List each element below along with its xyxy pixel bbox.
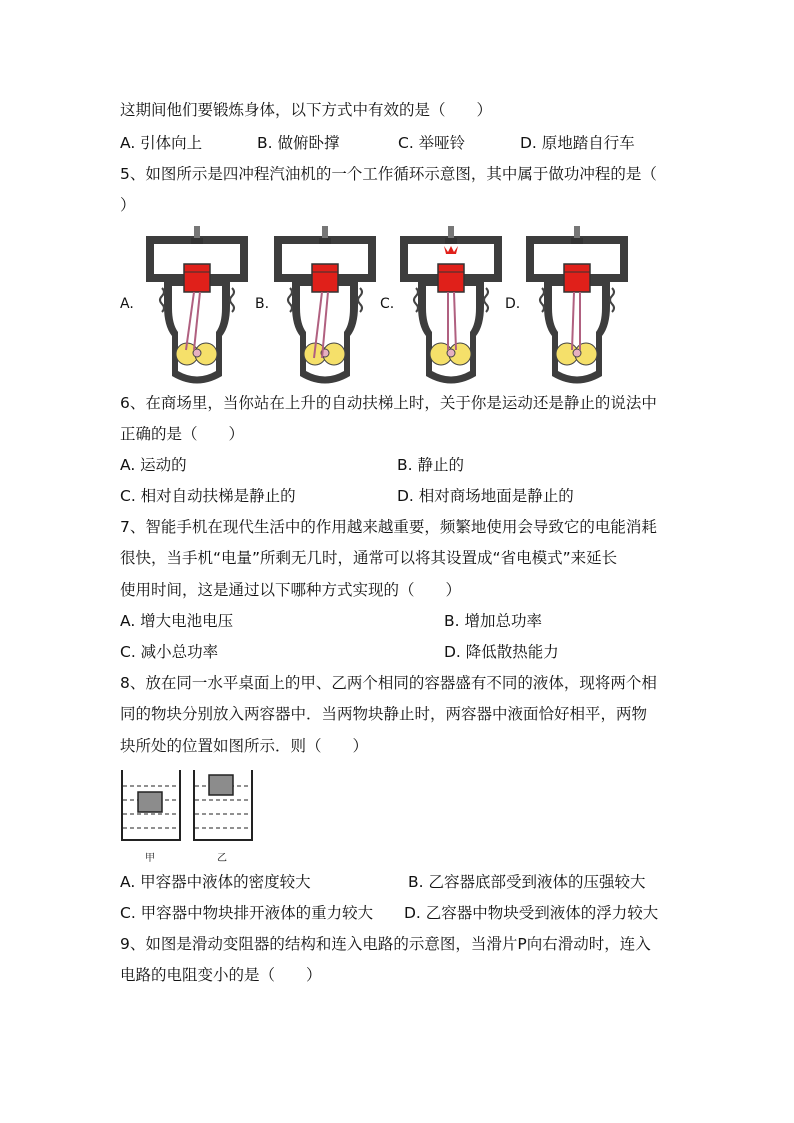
q7-stem-line2: 很快，当手机“电量”所剩无几时，通常可以将其设置成“省电模式”来延长 [120,549,618,567]
intro-text: 这期间他们要锻炼身体，以下方式中有效的是（ ） [120,101,493,119]
q7-option-c: C. 减小总功率 [120,643,219,661]
q6-stem-line1: 6、在商场里，当你站在上升的自动扶梯上时，关于你是运动还是静止的说法中 [120,394,657,412]
q8-stem-line1: 8、放在同一水平桌面上的甲、乙两个相同的容器盛有不同的液体，现将两个相 [120,674,657,692]
q6-option-d: D. 相对商场地面是静止的 [397,487,574,505]
container-diagram-yi [192,770,254,842]
q7-option-a: A. 增大电池电压 [120,612,234,630]
q5-stem-line1: 5、如图所示是四冲程汽油机的一个工作循环示意图，其中属于做功冲程的是（ [120,165,657,183]
q8-option-b: B. 乙容器底部受到液体的压强较大 [408,873,646,891]
q4-option-d: D. 原地踏自行车 [520,134,635,152]
q5-label-c: C. [380,296,395,312]
q7-option-b: B. 增加总功率 [444,612,542,630]
q5-label-d: D. [505,296,521,312]
q9-stem-line2: 电路的电阻变小的是（ ） [120,966,322,984]
q5-stem-line2: ） [120,196,136,214]
q6-option-c: C. 相对自动扶梯是静止的 [120,487,296,505]
q8-stem-line2: 同的物块分别放入两容器中．当两物块静止时，两容器中液面恰好相平，两物 [120,705,648,723]
q6-option-a: A. 运动的 [120,456,187,474]
container-label-yi: 乙 [217,853,227,864]
engine-diagram-a [142,226,252,386]
q7-option-d: D. 降低散热能力 [444,643,559,661]
q6-stem-line2: 正确的是（ ） [120,425,245,443]
q9-stem-line1: 9、如图是滑动变阻器的结构和连入电路的示意图，当滑片P向右滑动时，连入 [120,935,651,953]
q8-option-a: A. 甲容器中液体的密度较大 [120,873,311,891]
q5-label-b: B. [255,296,270,312]
q6-option-b: B. 静止的 [397,456,464,474]
q4-option-c: C. 举哑铃 [398,134,466,152]
q7-stem-line3: 使用时间，这是通过以下哪种方式实现的（ ） [120,581,462,599]
q4-option-a: A. 引体向上 [120,134,203,152]
q8-stem-line3: 块所处的位置如图所示．则（ ） [120,737,369,755]
q4-option-b: B. 做俯卧撑 [257,134,340,152]
container-label-jia: 甲 [145,853,155,864]
q8-option-d: D. 乙容器中物块受到液体的浮力较大 [404,904,659,922]
q8-option-c: C. 甲容器中物块排开液体的重力较大 [120,904,374,922]
engine-diagram-d [522,226,632,386]
engine-diagram-c [396,226,506,386]
q5-label-a: A. [120,296,134,312]
container-diagram-jia [120,770,182,842]
q7-stem-line1: 7、智能手机在现代生活中的作用越来越重要，频繁地使用会导致它的电能消耗 [120,518,657,536]
engine-diagram-b [270,226,380,386]
